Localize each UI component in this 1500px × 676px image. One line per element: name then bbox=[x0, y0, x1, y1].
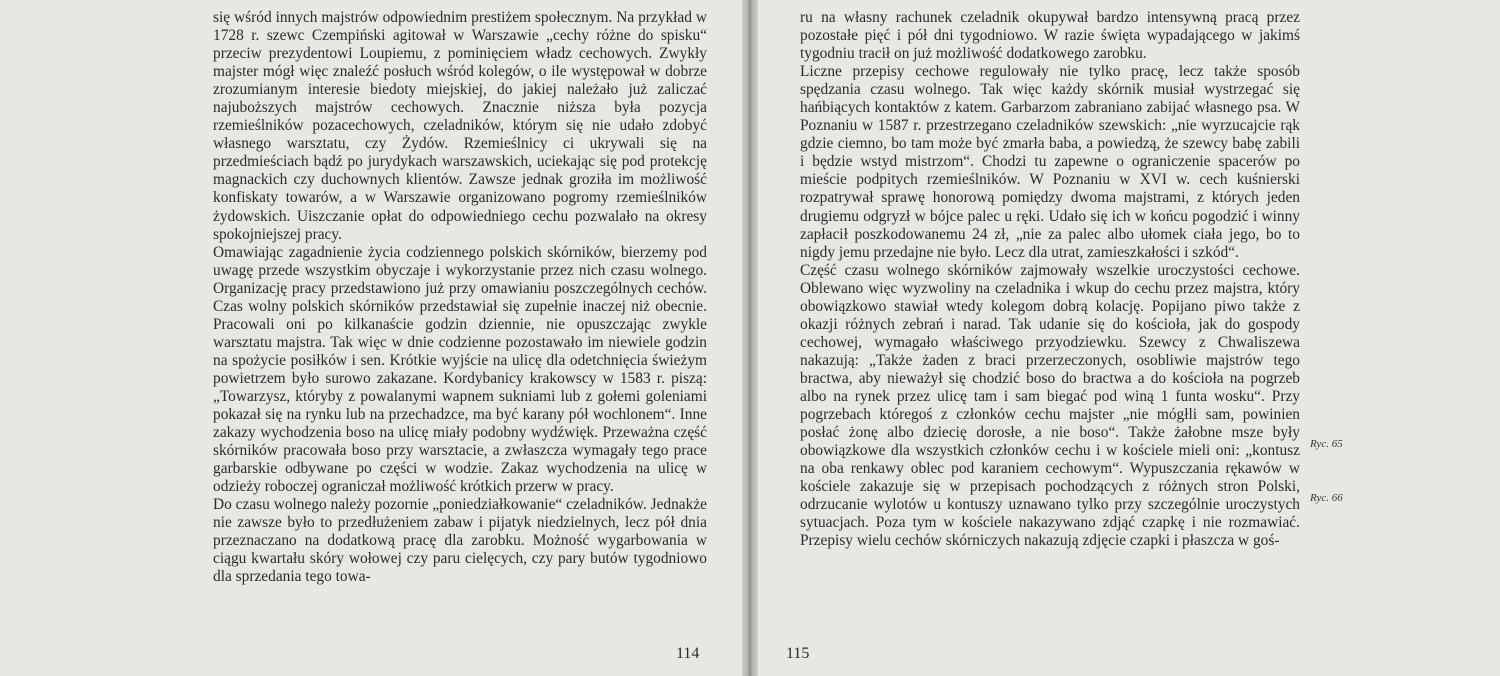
book-gutter bbox=[742, 0, 758, 676]
right-page-text bbox=[800, 9, 1300, 550]
margin-note-ryc-66: Ryc. 66 bbox=[1310, 492, 1343, 504]
paragraph: Omawiając zagadnienie życia codziennego polskich skórników, bierzemy pod uwagę przede wszystkim obyczaje i wykorzystanie przez nich czasu wolnego. Organizację pracy przedstawiono już przy omawianiu poszczególnych cechów. Czas wolny polskich skórników przedstawiał się zupełnie inaczej niż obecnie. Pracowali oni po kilkanaście godzin dziennie, nie opuszczając zwykle warsztatu majstra. Tak więc w dnie codzienne pozostawało im niewiele godzin na spożycie posiłków i sen. Krótkie wyjście na ulicę dla odetchnięcia świeżym powietrzem było surowo zakazane. Kordybanicy krakowscy w 1583 r. piszą: „Towarzysz, któryby z powalanymi wapnem sukniami lub z gołemi goleniami pokazał się na rynku lub na przechadzce, ma być karany pół wochlonem“. Inne zakazy wychodzenia boso na ulicę miały podobny wydźwięk. Przeważna część skórników pracowała boso przy warsztacie, a zwłaszcza wymagały tego prace garbarskie odbywane po części w wodzie. Zakaz wychodzenia na ulicę w odzieży roboczej ograniczał możliwość krótkich przerw w pracy. bbox=[213, 243, 707, 496]
left-page-text bbox=[213, 9, 707, 587]
right-page bbox=[758, 0, 1500, 676]
left-page bbox=[0, 0, 742, 676]
paragraph: Liczne przepisy cechowe regulowały nie tylko pracę, lecz także sposób spędzania czasu wolnego. Tak więc każdy skórnik musiał wystrzegać się hańbiących kontaktów z katem. Garbarzom zabraniano zabijać własnego psa. W Poznaniu w 1587 r. przestrzegano czeladników szewskich: „nie wyrzucajcie rąk gdzie ciemno, bo tam może być zmarła baba, a powiedzą, że szewcy babę zabili i będzie wstyd mistrzom“. Chodzi tu zapewne o ograniczenie spacerów po mieście podpitych rzemieślników. W Poznaniu w XVI w. cech kuśnierski rozpatrywał sprawę honorową pomiędzy dwoma majstrami, z których jeden drugiemu odgryzł w bójce palec u ręki. Udało się ich w końcu pogodzić i winny zapłacił poszkodowanemu 24 zł, „nie za palec albo ułomek ciała jego, bo to nigdy jemu przedajne nie było. Lecz dla utrat, zamieszkałości i szkód“. bbox=[800, 63, 1300, 261]
paragraph: Do czasu wolnego należy pozornie „poniedziałkowanie“ czeladników. Jednakże nie zawsze było to przedłużeniem zabaw i pijatyk niedzielnych, lecz pół dnia przeznaczano na dodatkową pracę dla zarobku. Możność wygarbowania w ciągu kwartału skóry wołowej czy paru cielęcych, czy pary butów tygodniowo dla sprzedania tego towa- bbox=[213, 496, 707, 586]
paragraph: Część czasu wolnego skórników zajmowały wszelkie uroczystości cechowe. Oblewano więc wyzwoliny na czeladnika i wkup do cechu przez majstra, który obowiązkowo stawiał wtedy kolegom dobrą kolację. Popijano piwo także z okazji różnych zebrań i narad. Tak udanie się do kościoła, jak do gospody cechowej, wymagało właściwego przyodziewku. Szewcy z Chwaliszewa nakazują: „Także żaden z braci przerzeczonych, osobliwie majstrów tego bractwa, aby nieważył się chodzić boso do bractwa a do kościoła na pogrzeb albo na rynek przez ulicę tam i sam biegać pod winą 1 funta wosku“. Przy pogrzebach któregoś z członków cechu majster „nie mógłli sam, powinien posłać żonę albo dziecię dorosłe, a nie boso“. Także żałobne msze były obowiązkowe dla wszystkich członków cechu i w kościele mieli oni: „kontusz na oba renkawy oblec pod karaniem cechowym“. Wypuszczania rękawów w kościele zakazuje się w przepisach pochodzących z różnych stron Polski, odrzucanie wylotów u kontuszy uznawano tylko przy szczególnie uroczystych sytuacjach. Poza tym w kościele nakazywano zdjąć czapkę i nie rozmawiać. Przepisy wielu cechów skórniczych nakazują zdjęcie czapki i płaszcza w goś- bbox=[800, 261, 1300, 550]
margin-note-ryc-65: Ryc. 65 bbox=[1310, 438, 1343, 450]
page-number-right: 115 bbox=[786, 645, 810, 662]
paragraph: ru na własny rachunek czeladnik okupywał bardzo intensywną pracą przez pozostałe pięć i pół dni tygodniowo. W razie święta wypadającego w jakimś tygodniu tracił on już możliwość dodatkowego zarobku. bbox=[800, 9, 1300, 63]
page-number-left: 114 bbox=[676, 645, 700, 662]
paragraph: się wśród innych majstrów odpowiednim prestiżem społecznym. Na przykład w 1728 r. szewc Czempiński agitował w Warszawie „cechy różne do spisku“ przeciw prezydentowi Loupiemu, z pominięciem władz cechowych. Zwykły majster mógł więc znaleźć posłuch wśród kolegów, o ile występował w dobrze zrozumianym interesie biedoty miejskiej, do jakiej należało już zaliczać najuboższych majstrów cechowych. Znacznie niższa była pozycja rzemieślników pozacechowych, czeladników, którym się nie udało zdobyć własnego warsztatu, czy Żydów. Rzemieślnicy ci ukrywali się na przedmieściach bądź po jurydykach warszawskich, uciekając się pod protekcję magnackich czy duchownych klientów. Zawsze jednak groziła im możliwość konfiskaty towarów, a w Warszawie organizowano pogromy rzemieślników żydowskich. Uiszczanie opłat do odpowiedniego cechu pozwalało na okresy spokojniejszej pracy. bbox=[213, 9, 707, 243]
